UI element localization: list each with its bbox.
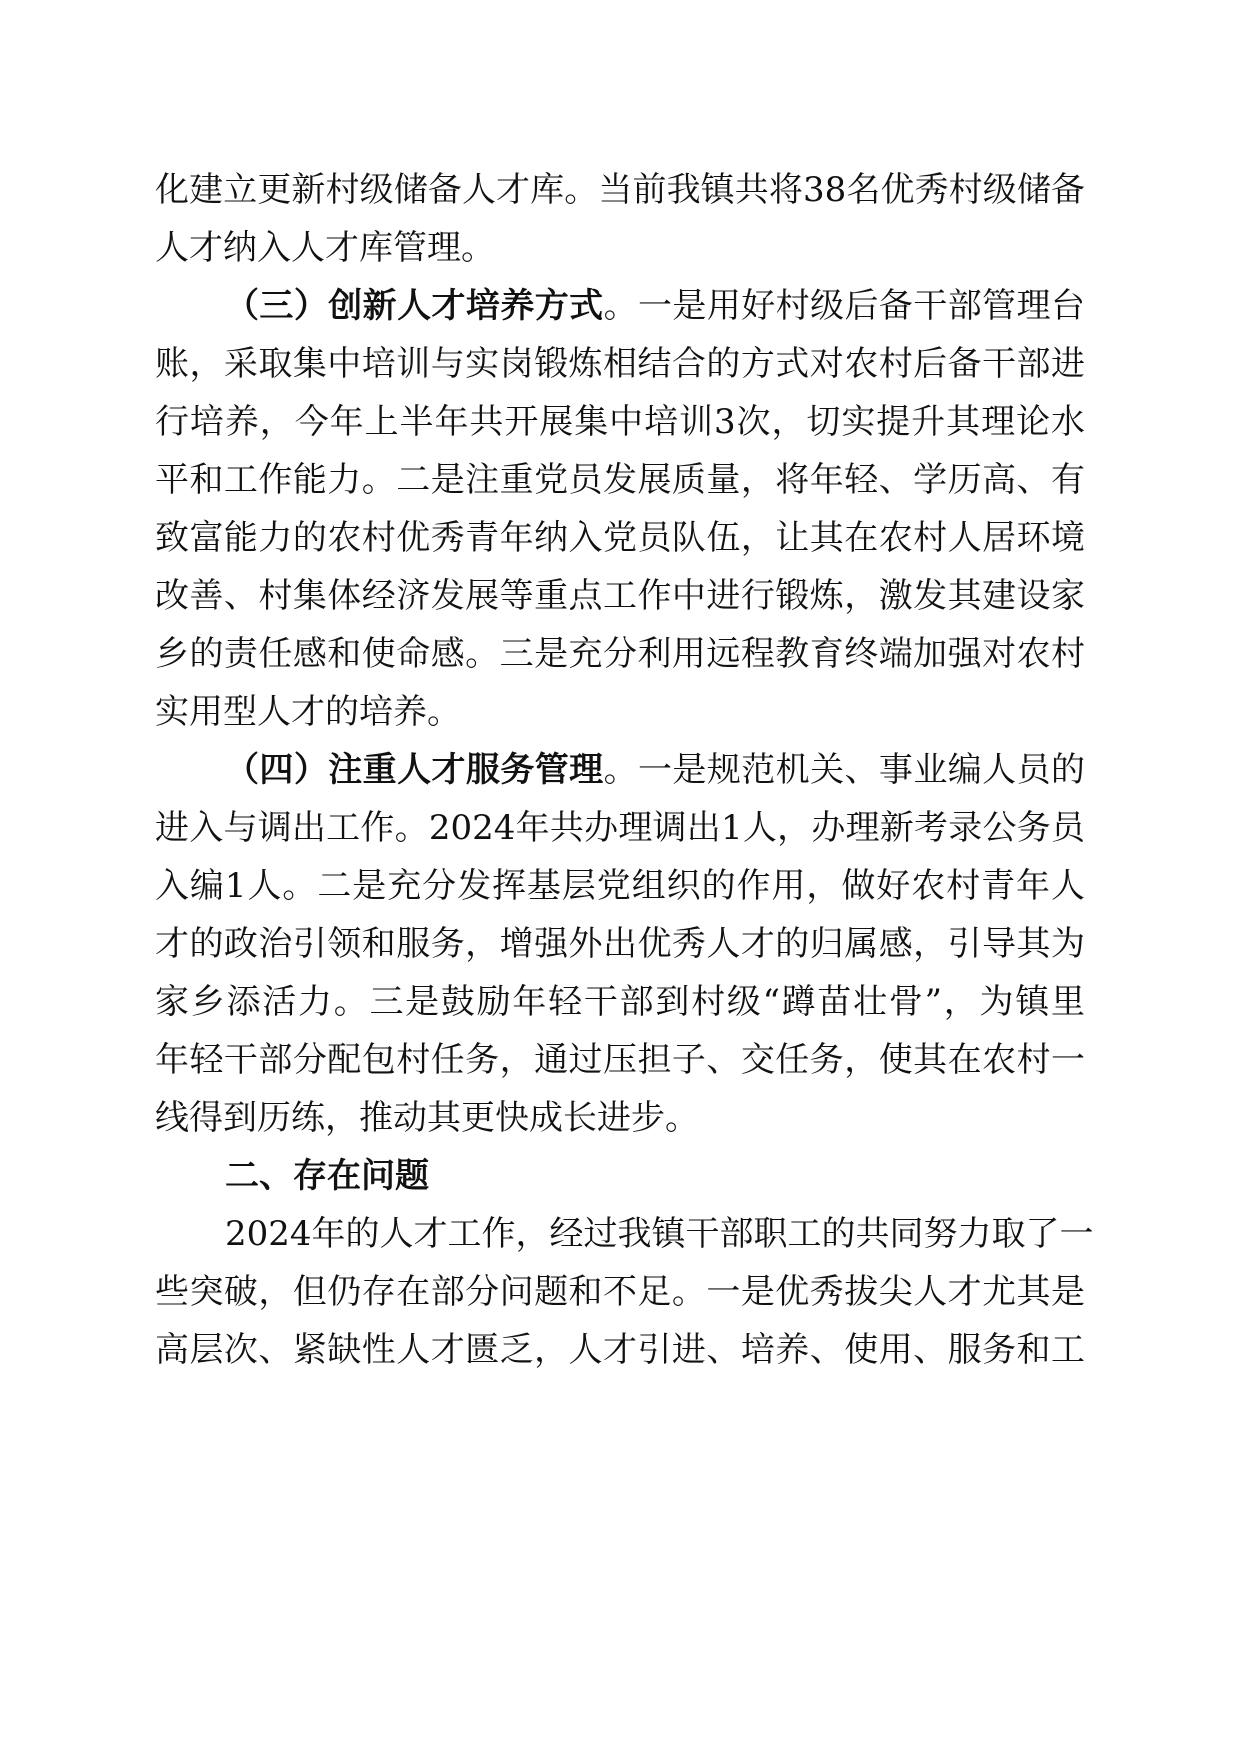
paragraph-line: 改善、村集体经济发展等重点工作中进行锻炼，激发其建设家 <box>155 576 1085 616</box>
paragraph-line: 账，采取集中培训与实岗锻炼相结合的方式对农村后备干部进 <box>155 344 1085 384</box>
paragraph-line: 年轻干部分配包村任务，通过压担子、交任务，使其在农村一 <box>155 1040 1085 1080</box>
paragraph-line: 才的政治引领和服务，增强外出优秀人才的归属感，引导其为 <box>155 924 1085 964</box>
paragraph-line: 些突破，但仍存在部分问题和不足。一是优秀拔尖人才尤其是 <box>155 1272 1085 1312</box>
paragraph-line: 平和工作能力。二是注重党员发展质量，将年轻、学历高、有 <box>155 460 1085 500</box>
paragraph-line: 实用型人才的培养。 <box>155 692 461 732</box>
paragraph-line: 入编1人。二是充分发挥基层党组织的作用，做好农村青年人 <box>155 866 1085 906</box>
paragraph-line: 2024年的人才工作，经过我镇干部职工的共同努力取了一 <box>225 1214 1094 1254</box>
section-heading: 二、存在问题 <box>225 1156 429 1196</box>
section-3-line <box>225 276 1085 336</box>
paragraph-line: 线得到历练，推动其更快成长进步。 <box>155 1098 699 1138</box>
section-3-title: （三）创新人才培养方式 <box>225 286 604 326</box>
paragraph-line: 乡的责任感和使命感。三是充分利用远程教育终端加强对农村 <box>155 634 1085 674</box>
paragraph-line: 进入与调出工作。2024年共办理调出1人，办理新考录公务员 <box>155 808 1085 848</box>
section-4-line <box>225 740 1085 800</box>
paragraph-line: 行培养，今年上半年共开展集中培训3次，切实提升其理论水 <box>155 402 1085 442</box>
paragraph-line: 高层次、紧缺性人才匮乏，人才引进、培养、使用、服务和工 <box>155 1330 1085 1370</box>
section-3-text: 。一是用好村级后备干部管理台 <box>603 286 1086 326</box>
paragraph-line: 家乡添活力。三是鼓励年轻干部到村级“蹲苗壮骨”，为镇里 <box>155 982 1085 1022</box>
paragraph-line: 致富能力的农村优秀青年纳入党员队伍，让其在农村人居环境 <box>155 518 1085 558</box>
section-4-text: 。一是规范机关、事业编人员的 <box>603 750 1086 790</box>
paragraph-line: 化建立更新村级储备人才库。当前我镇共将38名优秀村级储备 <box>155 170 1085 210</box>
section-4-title: （四）注重人才服务管理 <box>225 750 604 790</box>
paragraph-line: 人才纳入人才库管理。 <box>155 228 495 268</box>
